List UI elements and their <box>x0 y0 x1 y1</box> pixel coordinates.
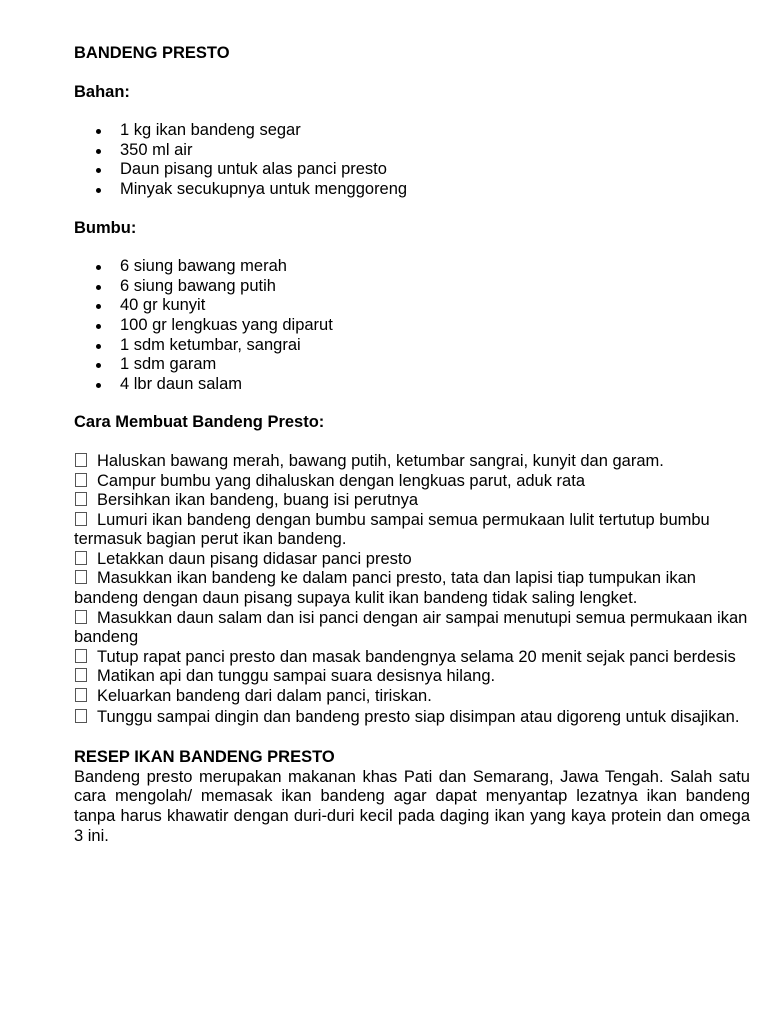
list-item <box>74 121 750 141</box>
list-item <box>74 355 750 375</box>
list-item-text: 40 gr kunyit <box>120 296 206 315</box>
step-text: Lumuri ikan bandeng dengan bumbu sampai semua permukaan lulit tertutup bumbu termasuk bagian perut ikan bandeng. <box>74 510 710 549</box>
cara-heading: Cara Membuat Bandeng Presto: <box>74 413 325 432</box>
list-item <box>74 336 750 356</box>
bahan-list <box>74 121 750 199</box>
step-text: Letakkan daun pisang didasar panci presto <box>97 549 412 568</box>
step-item <box>74 491 750 511</box>
list-item-text: Daun pisang untuk alas panci presto <box>120 160 387 179</box>
checkbox-icon <box>75 473 87 487</box>
step-text: Keluarkan bandeng dari dalam panci, tiriskan. <box>97 687 432 706</box>
step-text: Tutup rapat panci presto dan masak bandengnya selama 20 menit sejak panci berdesis <box>97 647 736 666</box>
document-page <box>74 44 750 846</box>
checkbox-icon <box>75 688 87 702</box>
checkbox-icon <box>75 649 87 663</box>
step-text: Bersihkan ikan bandeng, buang isi perutnya <box>97 491 419 510</box>
list-item <box>74 180 750 200</box>
checkbox-icon <box>75 492 87 506</box>
step-text: Campur bumbu yang dihaluskan dengan lengkuas parut, aduk rata <box>97 471 585 490</box>
list-item <box>74 160 750 180</box>
checkbox-icon <box>75 512 87 526</box>
step-item <box>74 472 750 492</box>
document-title: BANDENG PRESTO <box>74 44 230 62</box>
step-text: Masukkan daun salam dan isi panci dengan air sampai menutupi semua permukaan ikan bandeng <box>74 608 748 647</box>
checkbox-icon <box>75 453 87 467</box>
step-text: Matikan api dan tunggu sampai suara desisnya hilang. <box>97 667 496 686</box>
step-item <box>74 609 750 648</box>
bullet-icon <box>96 324 101 329</box>
list-item <box>74 141 750 161</box>
step-item <box>74 452 750 472</box>
step-item <box>74 648 750 668</box>
step-item <box>74 687 750 707</box>
list-item-text: 4 lbr daun salam <box>120 374 242 393</box>
bullet-icon <box>96 285 101 290</box>
list-item <box>74 316 750 336</box>
article-body: Bandeng presto merupakan makanan khas Pati dan Semarang, Jawa Tengah. Salah satu cara mengolah/ memasak ikan bandeng agar dapat menyantap lezatnya ikan bandeng tanpa harus khawatir dengan duri-duri kecil pada daging ikan yang kaya protein dan omega 3 ini. <box>74 767 750 845</box>
list-item-text: 350 ml air <box>120 140 193 159</box>
step-item <box>74 511 750 550</box>
bullet-icon <box>96 304 101 309</box>
bullet-icon <box>96 149 101 154</box>
list-item <box>74 277 750 297</box>
bullet-icon <box>96 344 101 349</box>
step-item <box>74 569 750 608</box>
article-title: RESEP IKAN BANDENG PRESTO <box>74 748 335 767</box>
checkbox-icon <box>75 610 87 624</box>
bullet-icon <box>96 168 101 173</box>
step-item <box>74 667 750 687</box>
bullet-icon <box>96 188 101 193</box>
list-item-text: 100 gr lengkuas yang diparut <box>120 315 333 334</box>
step-text: Tunggu sampai dingin dan bandeng presto siap disimpan atau digoreng untuk disajikan. <box>97 707 740 726</box>
list-item-text: 1 sdm ketumbar, sangrai <box>120 335 301 354</box>
list-item-text: Minyak secukupnya untuk menggoreng <box>120 179 408 198</box>
bahan-heading: Bahan: <box>74 82 130 101</box>
list-item-text: 1 kg ikan bandeng segar <box>120 121 301 140</box>
checkbox-icon <box>75 551 87 565</box>
list-item <box>74 296 750 316</box>
list-item-text: 1 sdm garam <box>120 355 217 374</box>
bullet-icon <box>96 265 101 270</box>
checkbox-icon <box>75 668 87 682</box>
list-item-text: 6 siung bawang putih <box>120 276 276 295</box>
cara-steps <box>74 452 750 728</box>
step-item <box>74 707 750 729</box>
bullet-icon <box>96 383 101 388</box>
list-item-text: 6 siung bawang merah <box>120 257 287 276</box>
bumbu-list <box>74 257 750 394</box>
list-item <box>74 375 750 395</box>
checkbox-icon <box>75 570 87 584</box>
step-item <box>74 550 750 570</box>
step-text: Masukkan ikan bandeng ke dalam panci presto, tata dan lapisi tiap tumpukan ikan bandeng dengan daun pisang supaya kulit ikan bandeng tidak saling lengket. <box>74 569 696 608</box>
bumbu-heading: Bumbu: <box>74 218 137 237</box>
list-item <box>74 257 750 277</box>
bullet-icon <box>96 129 101 134</box>
bullet-icon <box>96 363 101 368</box>
checkbox-icon <box>75 709 87 723</box>
step-text: Haluskan bawang merah, bawang putih, ketumbar sangrai, kunyit dan garam. <box>97 451 664 470</box>
